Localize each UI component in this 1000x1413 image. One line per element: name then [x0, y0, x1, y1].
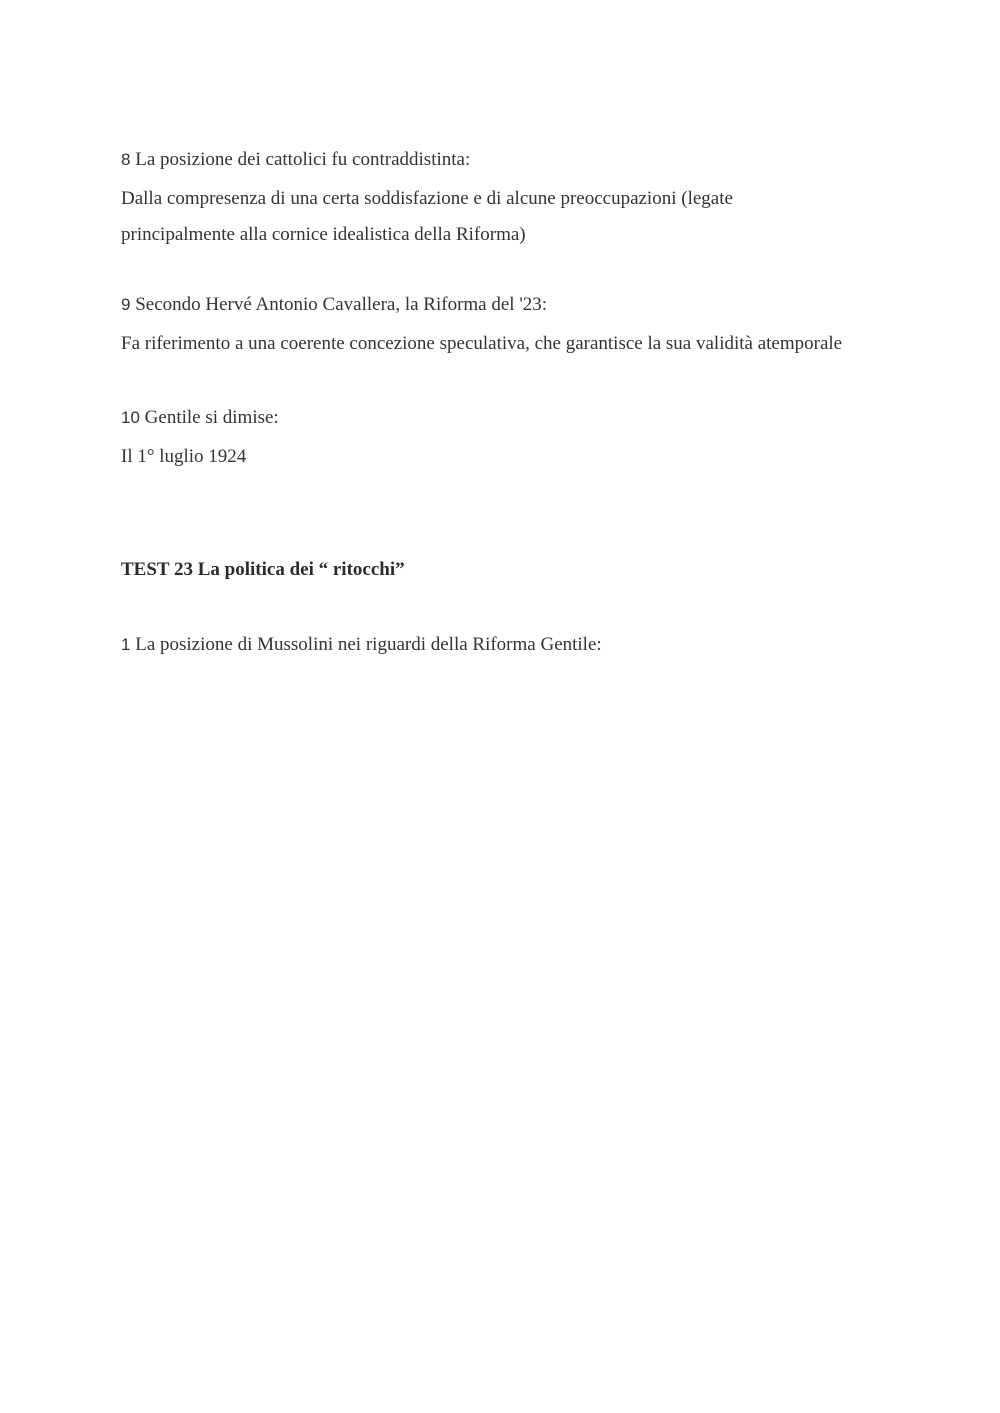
question-text: La posizione dei cattolici fu contraddistinta:: [135, 149, 471, 170]
test-heading: TEST 23 La politica dei “ ritocchi”: [121, 559, 405, 580]
answer-8-line-2: principalmente alla cornice idealistica della Riforma): [121, 224, 526, 245]
question-number: 1: [121, 635, 131, 654]
question-9: [121, 293, 547, 317]
question-text: Secondo Hervé Antonio Cavallera, la Riforma del '23:: [135, 294, 548, 315]
question-number: 8: [121, 150, 131, 169]
test-question-1: [121, 633, 602, 657]
answer-8-line-1: Dalla compresenza di una certa soddisfazione e di alcune preoccupazioni (legate: [121, 188, 733, 209]
question-number: 9: [121, 295, 131, 314]
question-text: La posizione di Mussolini nei riguardi della Riforma Gentile:: [135, 634, 602, 655]
question-text: Gentile si dimise:: [144, 407, 279, 428]
answer-9-line-1: Fa riferimento a una coerente concezione speculativa, che garantisce la sua validità atemporale: [121, 333, 843, 354]
question-number: 10: [121, 408, 140, 427]
question-8: [121, 148, 470, 172]
answer-10-line-1: Il 1° luglio 1924: [121, 446, 247, 467]
question-10: [121, 406, 279, 430]
